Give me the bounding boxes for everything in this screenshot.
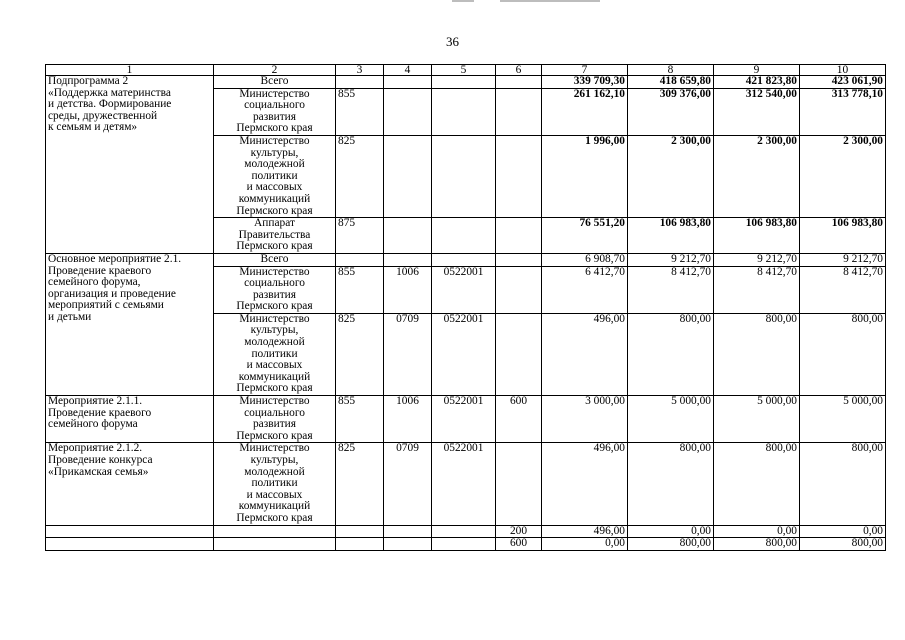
cell: 312 540,00 (714, 88, 800, 135)
cell: 8 412,70 (714, 266, 800, 313)
cell: 0709 (384, 313, 432, 395)
cell: 106 983,80 (714, 218, 800, 254)
scan-mark-left (452, 0, 474, 2)
col-header: 2 (214, 65, 336, 76)
cell (496, 76, 542, 89)
cell: 5 000,00 (628, 396, 714, 443)
cell: 309 376,00 (628, 88, 714, 135)
cell (46, 538, 214, 551)
cell (336, 76, 384, 89)
main-activity-2-1-name: Основное мероприятие 2.1. Проведение краевого семейного форума, организация и проведение мероприятий с семьями и детьми (46, 253, 214, 395)
cell: 106 983,80 (800, 218, 886, 254)
col-header: 10 (800, 65, 886, 76)
cell: 313 778,10 (800, 88, 886, 135)
col-header: 9 (714, 65, 800, 76)
cell: 0,00 (542, 538, 628, 551)
cell: 800,00 (714, 313, 800, 395)
cell (336, 525, 384, 538)
cell: 76 551,20 (542, 218, 628, 254)
executor-culture: Министерство культуры, молодежной политики и массовых коммуникаций Пермского края (214, 443, 336, 525)
cell (432, 218, 496, 254)
col-header: 8 (628, 65, 714, 76)
subprogram-2-name: Подпрограмма 2 «Поддержка материнства и детства. Формирование среды, дружественной к семьям и детям» (46, 76, 214, 254)
cell: 9 212,70 (800, 253, 886, 266)
cell: 800,00 (628, 313, 714, 395)
cell: 600 (496, 538, 542, 551)
cell: 339 709,30 (542, 76, 628, 89)
cell: 0522001 (432, 396, 496, 443)
cell: 6 412,70 (542, 266, 628, 313)
table-row (46, 76, 886, 89)
executor-culture: Министерство культуры, молодежной политики и массовых коммуникаций Пермского края (214, 135, 336, 217)
col-header: 1 (46, 65, 214, 76)
table-row (46, 253, 886, 266)
cell: 496,00 (542, 525, 628, 538)
cell (432, 88, 496, 135)
cell (214, 538, 336, 551)
cell: 0522001 (432, 266, 496, 313)
activity-2-1-2-name: Мероприятие 2.1.2. Проведение конкурса «Прикамская семья» (46, 443, 214, 525)
cell (336, 538, 384, 551)
cell: 2 300,00 (800, 135, 886, 217)
scan-mark-right (500, 0, 600, 2)
cell (496, 88, 542, 135)
table-row (46, 396, 886, 443)
cell: 800,00 (714, 538, 800, 551)
cell: 855 (336, 396, 384, 443)
cell (496, 253, 542, 266)
col-header: 7 (542, 65, 628, 76)
executor-total: Всего (214, 76, 336, 89)
cell: 875 (336, 218, 384, 254)
cell (496, 266, 542, 313)
cell: 800,00 (800, 538, 886, 551)
col-header: 5 (432, 65, 496, 76)
executor-culture: Министерство культуры, молодежной политики и массовых коммуникаций Пермского края (214, 313, 336, 395)
executor-total: Всего (214, 253, 336, 266)
cell (214, 525, 336, 538)
col-header: 6 (496, 65, 542, 76)
table-header-row (46, 65, 886, 76)
cell: 600 (496, 396, 542, 443)
col-header: 3 (336, 65, 384, 76)
cell: 800,00 (800, 313, 886, 395)
cell: 9 212,70 (628, 253, 714, 266)
cell (496, 135, 542, 217)
cell: 418 659,80 (628, 76, 714, 89)
cell (384, 525, 432, 538)
cell: 825 (336, 443, 384, 525)
cell (384, 538, 432, 551)
cell: 800,00 (628, 538, 714, 551)
cell: 800,00 (800, 443, 886, 525)
cell: 0,00 (714, 525, 800, 538)
cell: 5 000,00 (714, 396, 800, 443)
cell: 496,00 (542, 313, 628, 395)
cell: 800,00 (628, 443, 714, 525)
cell: 1006 (384, 396, 432, 443)
cell (496, 443, 542, 525)
cell (384, 76, 432, 89)
cell (384, 218, 432, 254)
table-row (46, 525, 886, 538)
cell (46, 525, 214, 538)
activity-2-1-1-name: Мероприятие 2.1.1. Проведение краевого семейного форума (46, 396, 214, 443)
table-row (46, 443, 886, 525)
cell: 0,00 (800, 525, 886, 538)
cell: 825 (336, 313, 384, 395)
cell (432, 253, 496, 266)
cell (384, 88, 432, 135)
cell: 261 162,10 (542, 88, 628, 135)
cell (336, 253, 384, 266)
cell: 0522001 (432, 443, 496, 525)
cell (432, 135, 496, 217)
cell (496, 218, 542, 254)
page-number: 36 (446, 34, 459, 49)
cell: 106 983,80 (628, 218, 714, 254)
cell: 0709 (384, 443, 432, 525)
executor-social: Министерство социального развития Пермского края (214, 88, 336, 135)
cell: 2 300,00 (714, 135, 800, 217)
col-header: 4 (384, 65, 432, 76)
cell: 800,00 (714, 443, 800, 525)
cell: 0522001 (432, 313, 496, 395)
cell (432, 525, 496, 538)
cell: 423 061,90 (800, 76, 886, 89)
cell: 0,00 (628, 525, 714, 538)
executor-social: Министерство социального развития Пермского края (214, 266, 336, 313)
cell (432, 538, 496, 551)
cell: 9 212,70 (714, 253, 800, 266)
cell: 496,00 (542, 443, 628, 525)
cell: 200 (496, 525, 542, 538)
cell: 421 823,80 (714, 76, 800, 89)
budget-table (45, 64, 886, 551)
cell: 1 996,00 (542, 135, 628, 217)
cell: 855 (336, 266, 384, 313)
cell: 825 (336, 135, 384, 217)
executor-social: Министерство социального развития Пермского края (214, 396, 336, 443)
executor-apparat: Аппарат Правительства Пермского края (214, 218, 336, 254)
cell (496, 313, 542, 395)
cell: 3 000,00 (542, 396, 628, 443)
cell: 8 412,70 (628, 266, 714, 313)
cell: 8 412,70 (800, 266, 886, 313)
cell: 5 000,00 (800, 396, 886, 443)
cell (384, 135, 432, 217)
cell: 1006 (384, 266, 432, 313)
cell: 2 300,00 (628, 135, 714, 217)
table-row (46, 538, 886, 551)
cell: 855 (336, 88, 384, 135)
cell (384, 253, 432, 266)
cell (432, 76, 496, 89)
cell: 6 908,70 (542, 253, 628, 266)
